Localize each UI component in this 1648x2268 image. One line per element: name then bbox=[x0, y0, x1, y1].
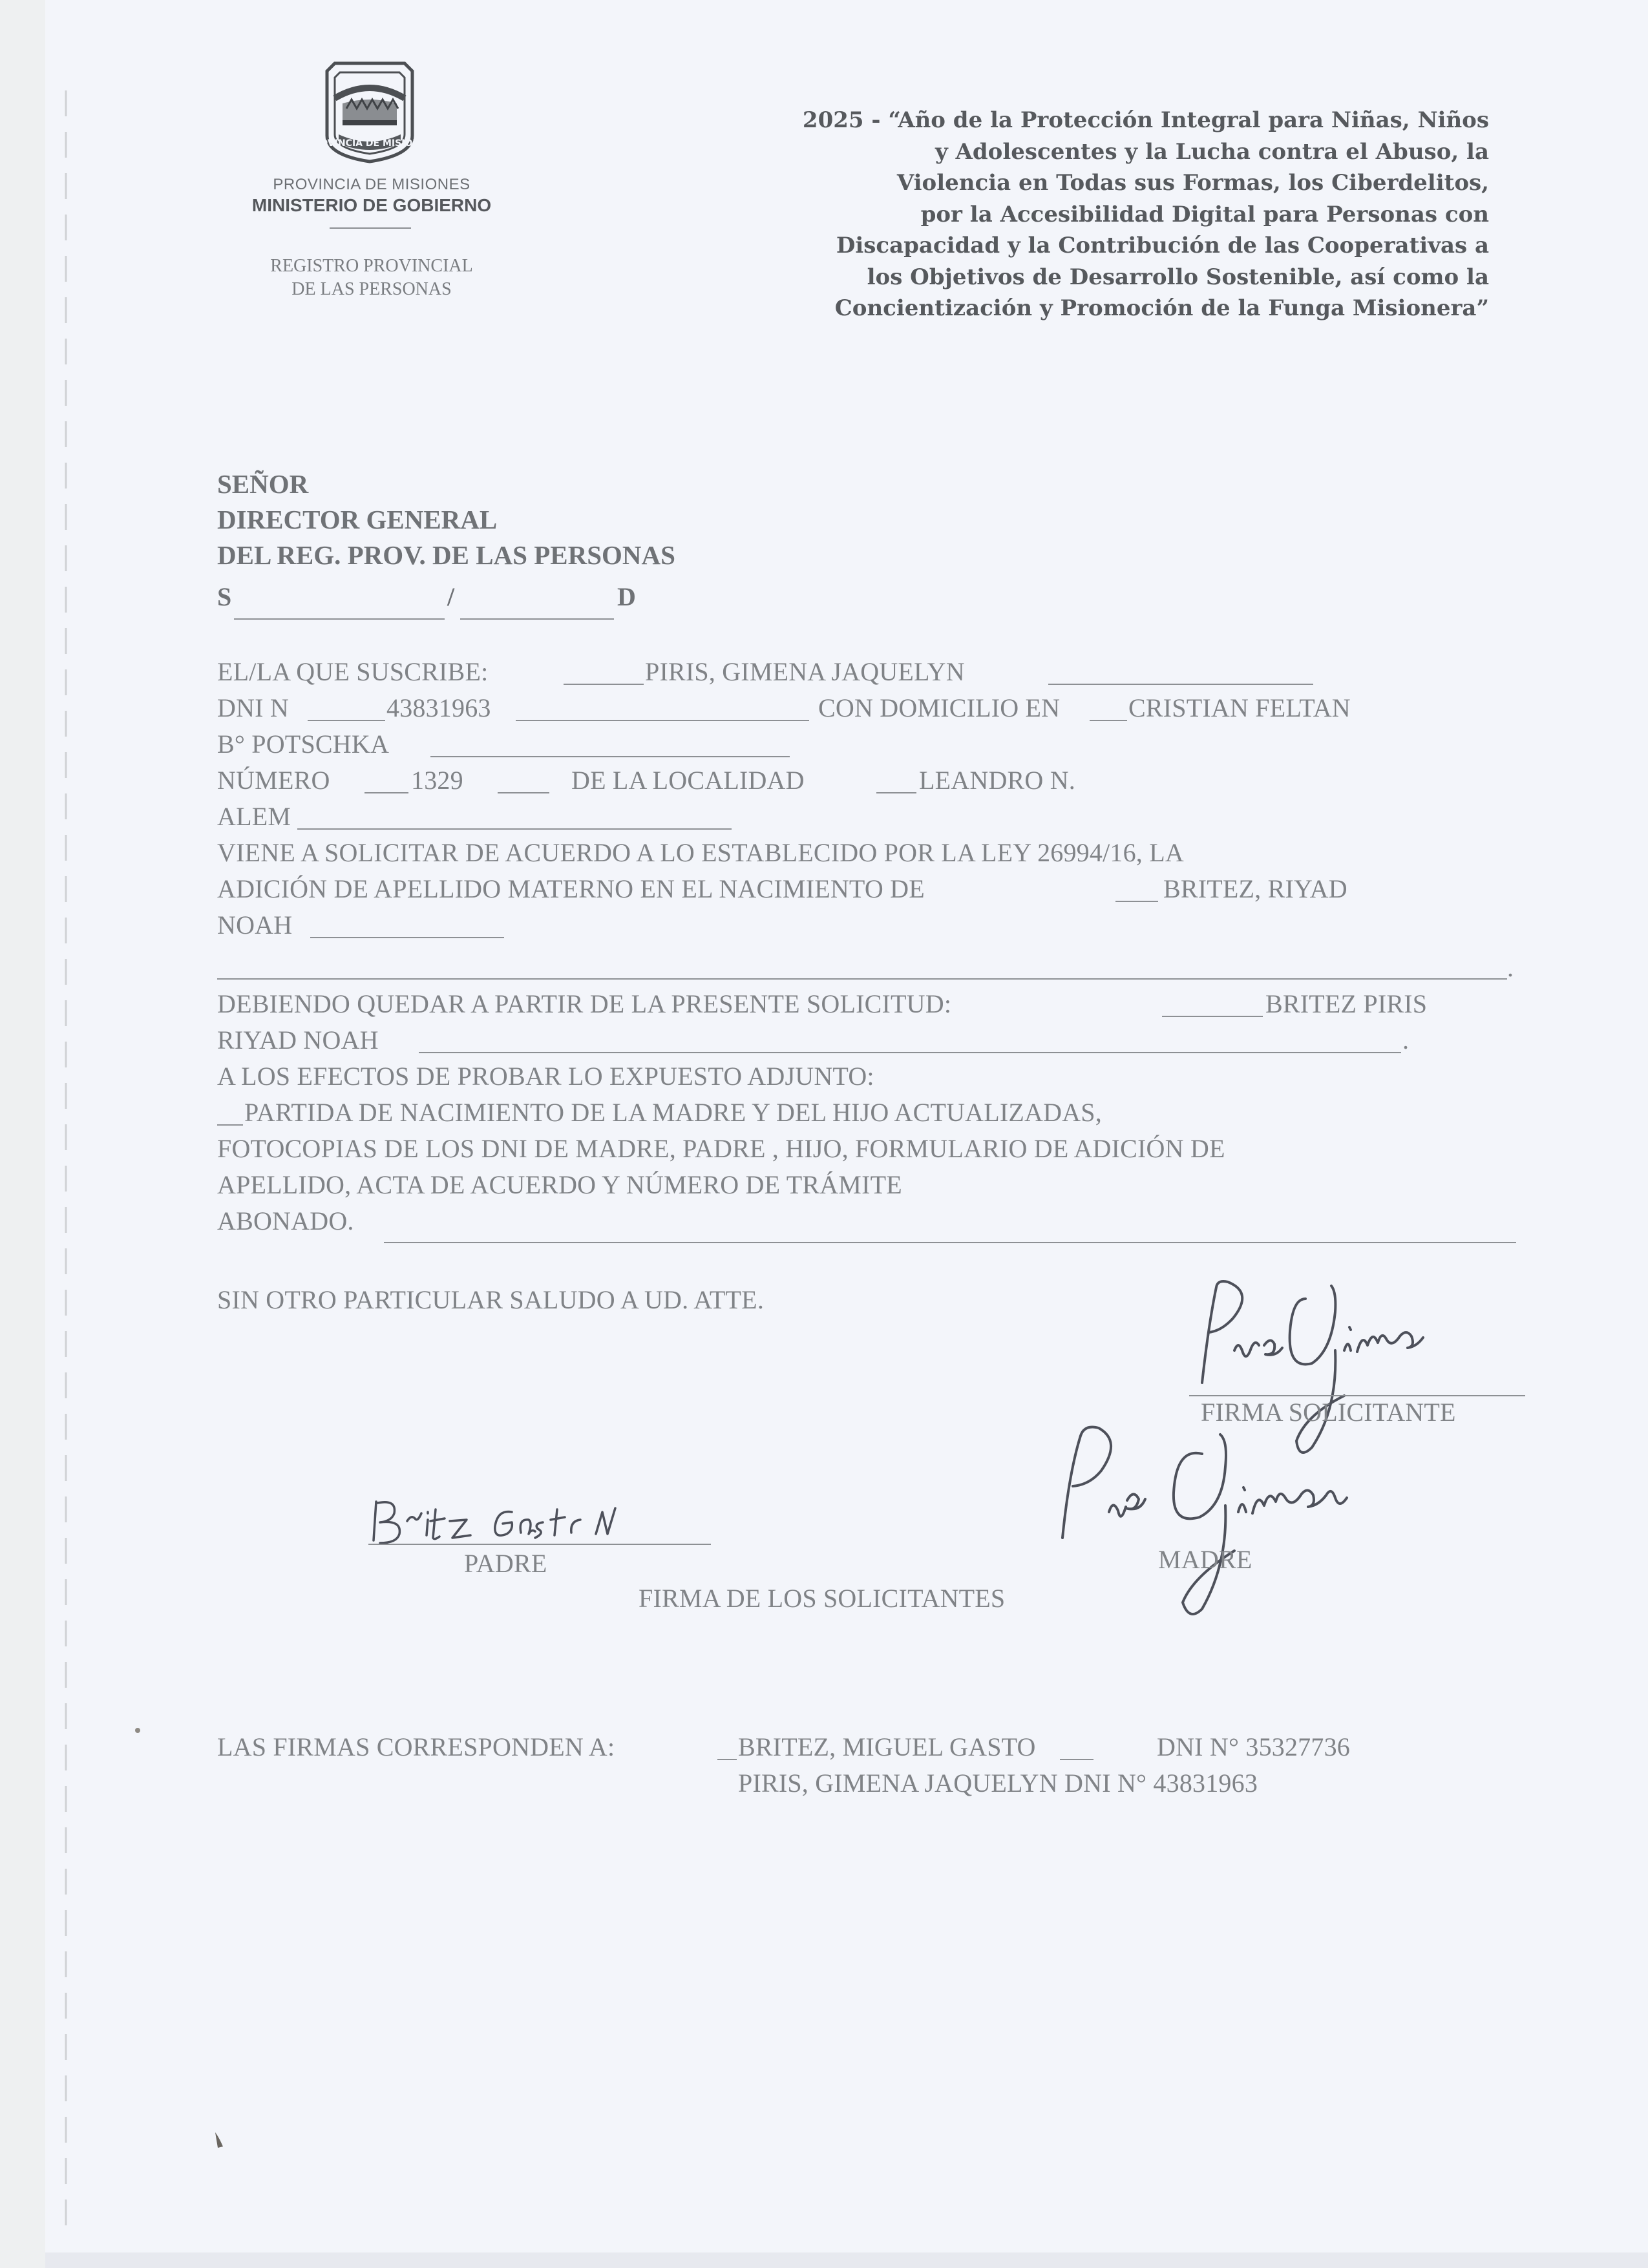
domicilio-label: CON DOMICILIO EN bbox=[818, 693, 1061, 722]
quedar-label: DEBIENDO QUEDAR A PARTIR DE LA PRESENTE SOLICITUD: bbox=[217, 989, 952, 1018]
solicita-line-2: ADICIÓN DE APELLIDO MATERNO EN EL NACIMIENTO DE bbox=[217, 874, 925, 903]
dni-value: 43831963 bbox=[386, 693, 491, 722]
registry-line-2: DE LAS PERSONAS bbox=[291, 279, 452, 299]
sd-s: S bbox=[217, 582, 232, 611]
saludo: SIN OTRO PARTICULAR SALUDO A UD. ATTE. bbox=[217, 1285, 765, 1314]
addressee-line: DIRECTOR GENERAL bbox=[217, 505, 498, 534]
solicitante-sig-text: Piris Gimena bbox=[1183, 1273, 1187, 1274]
blank bbox=[1162, 1016, 1263, 1017]
blank bbox=[419, 1052, 1401, 1053]
dni-label: DNI N bbox=[217, 693, 289, 722]
adjunto-line-2: FOTOCOPIAS DE LOS DNI DE MADRE, PADRE , HIJO, FORMULARIO DE ADICIÓN DE bbox=[217, 1134, 1225, 1163]
suscribe-name: PIRIS, GIMENA JAQUELYN bbox=[645, 657, 965, 686]
domicilio-value: CRISTIAN FELTAN bbox=[1128, 693, 1351, 722]
localidad-value-cont: ALEM bbox=[217, 802, 291, 831]
addressee-line: SEÑOR bbox=[217, 469, 309, 499]
seal-text: PROVINCIA DE MISIONES bbox=[306, 138, 433, 149]
numero-value: 1329 bbox=[411, 766, 463, 795]
sd-slash: / bbox=[447, 582, 455, 611]
padre-label: PADRE bbox=[464, 1549, 547, 1578]
blank bbox=[308, 720, 385, 721]
sd-d: D bbox=[617, 582, 637, 611]
new-name-cont: RIYAD NOAH bbox=[217, 1025, 379, 1055]
motto-line: Concientización y Promoción de la Funga Misionera” bbox=[834, 295, 1489, 321]
blank bbox=[1090, 720, 1127, 721]
year-motto bbox=[584, 105, 1489, 324]
blank bbox=[1115, 901, 1158, 902]
blank bbox=[564, 684, 644, 685]
madre-sig-text: Piris Gimena bbox=[1047, 1415, 1051, 1416]
firmas-label: LAS FIRMAS CORRESPONDEN A: bbox=[217, 1732, 615, 1761]
child-name-cont: NOAH bbox=[217, 910, 293, 940]
madre-signature bbox=[1047, 1415, 1409, 1622]
blank bbox=[310, 937, 504, 938]
sd-blank-2 bbox=[460, 618, 614, 620]
motto-line: Violencia en Todas sus Formas, los Ciberdelitos, bbox=[896, 170, 1489, 196]
motto-line: 2025 - “Año de la Protección Integral para Niñas, Niños bbox=[802, 107, 1489, 133]
period: . bbox=[1507, 953, 1514, 982]
numero-label: NÚMERO bbox=[217, 766, 330, 795]
blank bbox=[1060, 1759, 1093, 1760]
padre-signature bbox=[368, 1484, 717, 1555]
registry-line-1: REGISTRO PROVINCIAL bbox=[270, 256, 473, 276]
blank bbox=[217, 1124, 243, 1126]
firmas-person-2: PIRIS, GIMENA JAQUELYN DNI N° 43831963 bbox=[738, 1769, 1258, 1798]
firmas-person-1: BRITEZ, MIGUEL GASTO bbox=[738, 1732, 1036, 1761]
blank bbox=[430, 756, 790, 757]
addressee-line: DEL REG. PROV. DE LAS PERSONAS bbox=[217, 540, 675, 570]
motto-line: y Adolescentes y la Lucha contra el Abuso, la bbox=[935, 138, 1489, 165]
blank bbox=[717, 1759, 737, 1760]
efectos-label: A LOS EFECTOS DE PROBAR LO EXPUESTO ADJUNTO: bbox=[217, 1062, 874, 1091]
addressee-block bbox=[217, 467, 675, 573]
blank bbox=[364, 792, 408, 793]
madre-label: MADRE bbox=[1158, 1545, 1252, 1574]
sd-blank-1 bbox=[234, 618, 445, 620]
blank bbox=[876, 792, 916, 793]
solicitantes-label: FIRMA DE LOS SOLICITANTES bbox=[639, 1584, 1006, 1613]
localidad-value: LEANDRO N. bbox=[919, 766, 1075, 795]
new-name: BRITEZ PIRIS bbox=[1265, 989, 1428, 1018]
solicitante-label: FIRMA SOLICITANTE bbox=[1201, 1398, 1456, 1427]
org-ministry: MINISTERIO DE GOBIERNO bbox=[251, 195, 492, 215]
provincial-seal-icon bbox=[306, 58, 433, 165]
blank bbox=[384, 1242, 1516, 1243]
child-name: BRITEZ, RIYAD bbox=[1163, 874, 1347, 903]
blank bbox=[498, 792, 549, 793]
barrio: B° POTSCHKA bbox=[217, 730, 390, 759]
suscribe-label: EL/LA QUE SUSCRIBE: bbox=[217, 657, 489, 686]
firmas-dni-1: DNI N° 35327736 bbox=[1157, 1732, 1350, 1761]
org-province: PROVINCIA DE MISIONES bbox=[273, 176, 470, 193]
motto-line: por la Accesibilidad Digital para Personas con bbox=[920, 201, 1489, 227]
motto-line: los Objetivos de Desarrollo Sostenible, así como la bbox=[867, 264, 1489, 290]
blank bbox=[1048, 684, 1313, 685]
adjunto-line-3: APELLIDO, ACTA DE ACUERDO Y NÚMERO DE TRÁMITE bbox=[217, 1170, 902, 1199]
motto-line: Discapacidad y la Contribución de las Cooperativas a bbox=[836, 233, 1489, 258]
adjunto-line-1: PARTIDA DE NACIMIENTO DE LA MADRE Y DEL HIJO ACTUALIZADAS, bbox=[244, 1098, 1102, 1127]
blank bbox=[516, 720, 809, 721]
org-divider bbox=[330, 227, 411, 229]
adjunto-line-4: ABONADO. bbox=[217, 1206, 354, 1235]
localidad-label: DE LA LOCALIDAD bbox=[571, 766, 805, 795]
period: . bbox=[1402, 1025, 1410, 1055]
blank-full-line bbox=[217, 978, 1507, 980]
blank bbox=[297, 828, 732, 830]
solicita-line-1: VIENE A SOLICITAR DE ACUERDO A LO ESTABLECIDO POR LA LEY 26994/16, LA bbox=[217, 838, 1184, 867]
